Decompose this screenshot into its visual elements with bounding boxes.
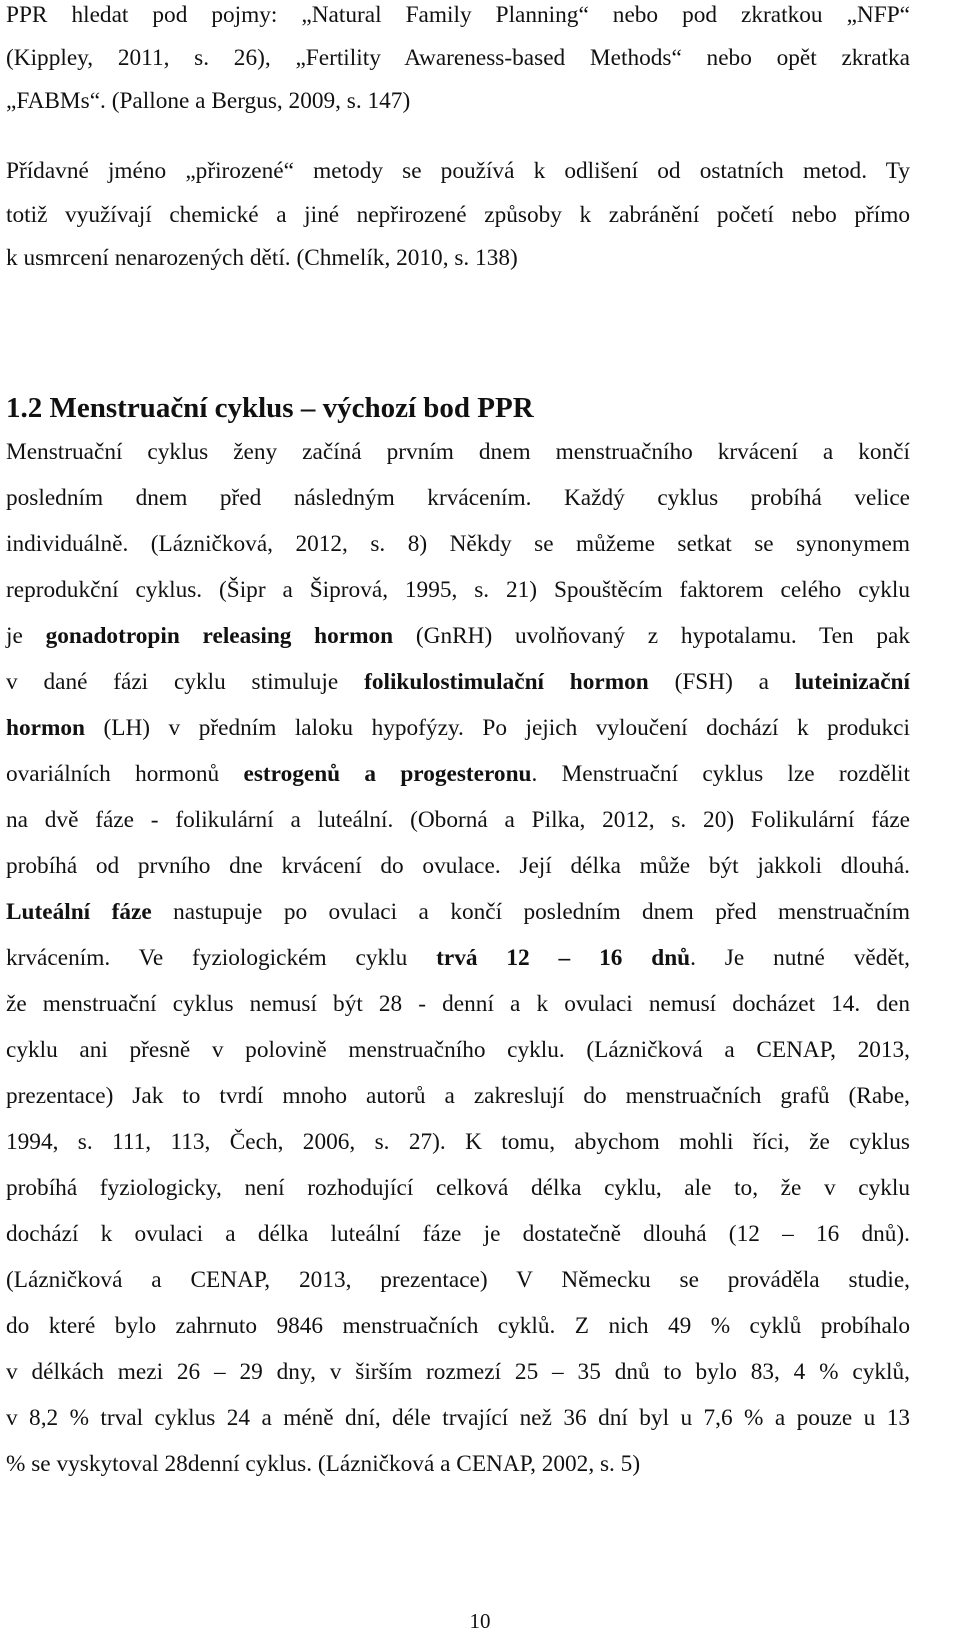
- body-line: probíhá fyziologicky, není rozhodující celková délka cyklu, ale to, že v cyklu: [6, 1175, 910, 1201]
- bold-term: folikulostimulační hormon: [364, 669, 649, 695]
- bold-term: trvá 12 – 16 dnů: [436, 945, 691, 971]
- body-line: na dvě fáze - folikulární a luteální. (Oborná a Pilka, 2012, s. 20) Folikulární fáze: [6, 807, 910, 833]
- body-line: individuálně. (Lázničková, 2012, s. 8) Někdy se můžeme setkat se synonymem: [6, 531, 910, 557]
- paragraph-line: Přídavné jméno „přirozené“ metody se používá k odlišení od ostatních metod. Ty: [6, 158, 910, 184]
- bold-term: estrogenů a progesteronu: [243, 761, 532, 787]
- body-line: Menstruační cyklus ženy začíná prvním dnem menstruačního krvácení a končí: [6, 439, 910, 465]
- bold-term: gonadotropin releasing hormon: [45, 623, 394, 649]
- paragraph-line: totiž využívají chemické a jiné nepřirozené způsoby k zabránění početí nebo přímo: [6, 202, 910, 228]
- body-line: hormon (LH) v předním laloku hypofýzy. Po jejich vyloučení dochází k produkci: [6, 715, 910, 741]
- paragraph-line: k usmrcení nenarozených dětí. (Chmelík, 2010, s. 138): [6, 245, 518, 271]
- body-line: probíhá od prvního dne krvácení do ovulace. Její délka může být jakkoli dlouhá.: [6, 853, 910, 879]
- body-line: že menstruační cyklus nemusí být 28 - denní a k ovulaci nemusí docházet 14. den: [6, 991, 910, 1017]
- body-line: dochází k ovulaci a délka luteální fáze je dostatečně dlouhá (12 – 16 dnů).: [6, 1221, 910, 1247]
- body-line: Luteální fáze nastupuje po ovulaci a končí posledním dnem před menstruačním: [6, 899, 910, 925]
- body-line: krvácením. Ve fyziologickém cyklu trvá 12 – 16 dnů. Je nutné vědět,: [6, 945, 910, 971]
- body-line: do které bylo zahrnuto 9846 menstruačních cyklů. Z nich 49 % cyklů probíhalo: [6, 1313, 910, 1339]
- body-line: je gonadotropin releasing hormon (GnRH) uvolňovaný z hypotalamu. Ten pak: [6, 623, 910, 649]
- bold-term: Luteální fáze: [6, 899, 152, 925]
- body-line: v dané fázi cyklu stimuluje folikulostimulační hormon (FSH) a luteinizační: [6, 669, 910, 695]
- paragraph-line: „FABMs“. (Pallone a Bergus, 2009, s. 147): [6, 88, 411, 114]
- section-heading: 1.2 Menstruační cyklus – výchozí bod PPR: [6, 392, 534, 424]
- body-line: prezentace) Jak to tvrdí mnoho autorů a zakreslují do menstruačních grafů (Rabe,: [6, 1083, 910, 1109]
- body-line: 1994, s. 111, 113, Čech, 2006, s. 27). K tomu, abychom mohli říci, že cyklus: [6, 1129, 910, 1155]
- body-line: posledním dnem před následným krvácením. Každý cyklus probíhá velice: [6, 485, 910, 511]
- bold-term: hormon: [6, 715, 85, 741]
- paragraph-line: PPR hledat pod pojmy: „Natural Family Planning“ nebo pod zkratkou „NFP“: [6, 2, 910, 28]
- body-line: cyklu ani přesně v polovině menstruačního cyklu. (Lázničková a CENAP, 2013,: [6, 1037, 910, 1063]
- body-line: reprodukční cyklus. (Šipr a Šiprová, 1995, s. 21) Spouštěcím faktorem celého cyklu: [6, 577, 910, 603]
- body-line: (Lázničková a CENAP, 2013, prezentace) V Německu se prováděla studie,: [6, 1267, 910, 1293]
- body-line: % se vyskytoval 28denní cyklus. (Lázničková a CENAP, 2002, s. 5): [6, 1451, 641, 1477]
- bold-term: luteinizační: [794, 669, 910, 695]
- page-number: 10: [469, 1609, 491, 1633]
- body-line: v délkách mezi 26 – 29 dny, v širším rozmezí 25 – 35 dnů to bylo 83, 4 % cyklů,: [6, 1359, 910, 1385]
- paragraph-line: (Kippley, 2011, s. 26), „Fertility Awareness-based Methods“ nebo opět zkratka: [6, 45, 910, 71]
- body-line: ovariálních hormonů estrogenů a progesteronu. Menstruační cyklus lze rozdělit: [6, 761, 911, 787]
- body-line: v 8,2 % trval cyklus 24 a méně dní, déle trvající než 36 dní byl u 7,6 % a pouze u 13: [6, 1405, 910, 1431]
